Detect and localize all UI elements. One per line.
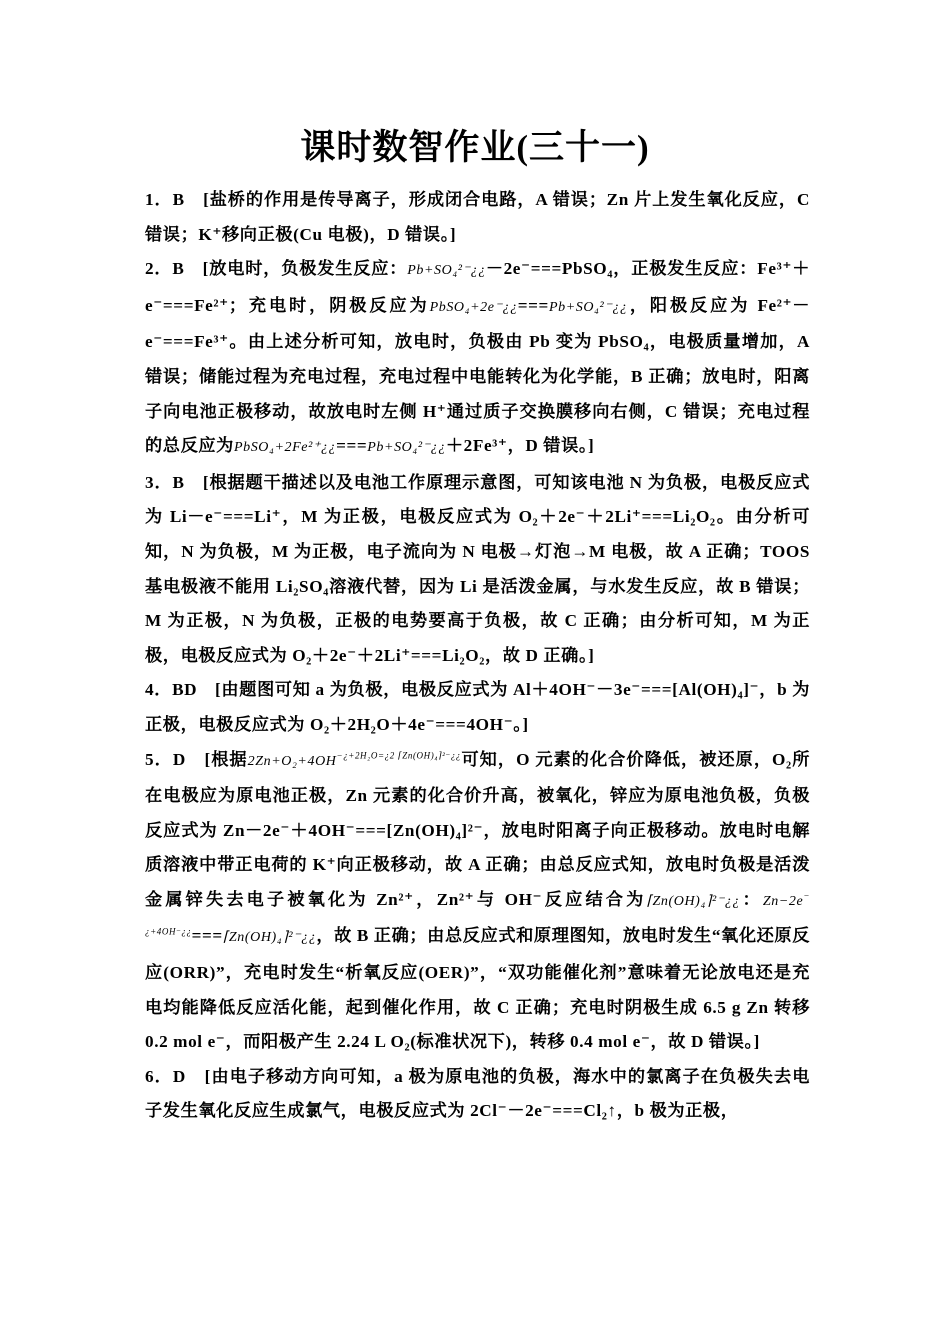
answer-5-text-b: 可知，O 元素的化合价降低，被还原，O₂所在电极应为原电池正极，Zn 元素的化合价升高，被氧化，锌应为原电池负极，负极反应式为 Zn－2e⁻＋4OH⁻===[Zn(OH)₄]²⁻，放电时阳离子向正极移动。放电时电解质溶液中带正电荷的 K⁺向正极移动，故 A 正确；由总反应式知，放电时负极是活泼金属锌失去电子被氧化为 Zn²⁺，Zn²⁺与 OH⁻反应结合为 [145, 749, 810, 909]
answer-3 [145, 466, 810, 674]
answer-5-formula-2: ⌈Zn(OH)₄⌉²⁻¿¿ [646, 893, 740, 909]
answer-5-text-c: ： [739, 889, 763, 909]
answer-6 [145, 1060, 810, 1129]
answer-4-text: 4．BD [由题图可知 a 为负极，电极反应式为 Al＋4OH⁻－3e⁻===[Al(OH)₄]⁻，b 为正极，电极反应式为 O₂＋2H₂O＋4e⁻===4OH⁻。] [145, 680, 810, 734]
answer-2-formula-4: PbSO₄+2Fe²⁺¿¿ [233, 440, 337, 456]
answer-5-text-e: ，故 B 正确；由总反应式和原理图知，放电时发生“氧化还原反应(ORR)”，充电时发生“析氧反应(OER)”，“双功能催化剂”意味着无论放电还是充电均能降低反应活化能，起到催化作用，故 C 正确；充电时阴极生成 6.5 g Zn 转移 0.2 mol e⁻，而阳极产生 2.24 L O₂(标准状况下)，转移 0.4 mol e⁻，故 D 错误。] [145, 926, 810, 1052]
answer-4 [145, 673, 810, 742]
answer-2-text-b: －2e⁻===PbSO₄，正极发生反应：Fe³⁺＋e⁻===Fe²⁺；充电时，阴极反应为 [145, 259, 810, 315]
answer-2-text-f: ＋2Fe³⁺，D 错误。] [445, 436, 595, 456]
answer-6-text: 6．D [由电子移动方向可知，a 极为原电池的负极，海水中的氯离子在负极失去电子发生氧化反应生成氯气，电极反应式为 2Cl⁻－2e⁻===Cl₂↑，b 极为正极， [145, 1066, 810, 1121]
answer-5-formula-1: 2Zn+O₂+4OH [247, 753, 337, 769]
answer-list [145, 183, 810, 1129]
answer-2-text-a: 2．B [放电时，负极发生反应： [145, 259, 408, 279]
answer-2-text-c: === [517, 295, 549, 315]
answer-2 [145, 252, 810, 466]
answer-5-formula-3: Zn−2e [762, 893, 804, 909]
answer-1 [145, 183, 810, 252]
page-title: 课时数智作业(三十一) [300, 128, 650, 167]
answer-5-formula-4: ⌈Zn(OH)₄⌉²⁻¿¿ [222, 930, 317, 946]
answer-2-formula-5: Pb+SO₄²⁻¿¿ [367, 440, 446, 456]
answer-5-formula-1-sup: −¿+2H₂O=¿2 ⌈Zn(OH)₄⌉²⁻¿¿ [336, 749, 462, 760]
answer-5-text-d: === [191, 926, 223, 946]
answer-1-text: 1．B [盐桥的作用是传导离子，形成闭合电路，A 错误；Zn 片上发生氧化反应，C 错误；K⁺移向正极(Cu 电极)，D 错误。] [145, 190, 810, 244]
answer-5 [145, 743, 810, 1060]
answer-2-formula-2: PbSO₄+2e⁻¿¿ [429, 299, 518, 315]
answer-5-text-a: 5．D [根据 [145, 749, 248, 769]
answer-2-formula-1: Pb+SO₄²⁻¿¿ [407, 263, 486, 279]
answer-3-text: 3．B [根据题干描述以及电池工作原理示意图，可知该电池 N 为负极，电极反应式为 Li－e⁻===Li⁺，M 为正极，电极反应式为 O₂＋2e⁻＋2Li⁺===Li₂O₂。由分析可知，N 为负极，M 为正极，电子流向为 N 电极→灯泡→M 电极，故 A 正确；TOOS 基电极液不能用 Li₂SO₄溶液代替，因为 Li 是活泼金属，与水发生反应，故 B 错误；M 为正极，N 为负极，正极的电势要高于负极，故 C 正确；由分析可知，M 为正极，电极反应式为 O₂＋2e⁻＋2Li⁺===Li₂O₂，故 D 正确。] [145, 472, 810, 665]
answer-5-formula-3-sup: −¿+4OH⁻¿¿ [145, 890, 810, 937]
answer-2-text-d: ，阳极反应为 Fe²⁺－e⁻===Fe³⁺。由上述分析可知，放电时，负极由 Pb 变为 PbSO₄，电极质量增加，A 错误；储能过程为充电过程，充电过程中电能转化为化学能，B 正确；放电时，阳离子向电池正极移动，故放电时左侧 H⁺通过质子交换膜移向右侧，C 错误；充电过程的总反应为 [145, 295, 810, 456]
answer-2-formula-3: Pb+SO₄²⁻¿¿ [548, 299, 628, 315]
answer-2-text-e: === [336, 436, 368, 456]
